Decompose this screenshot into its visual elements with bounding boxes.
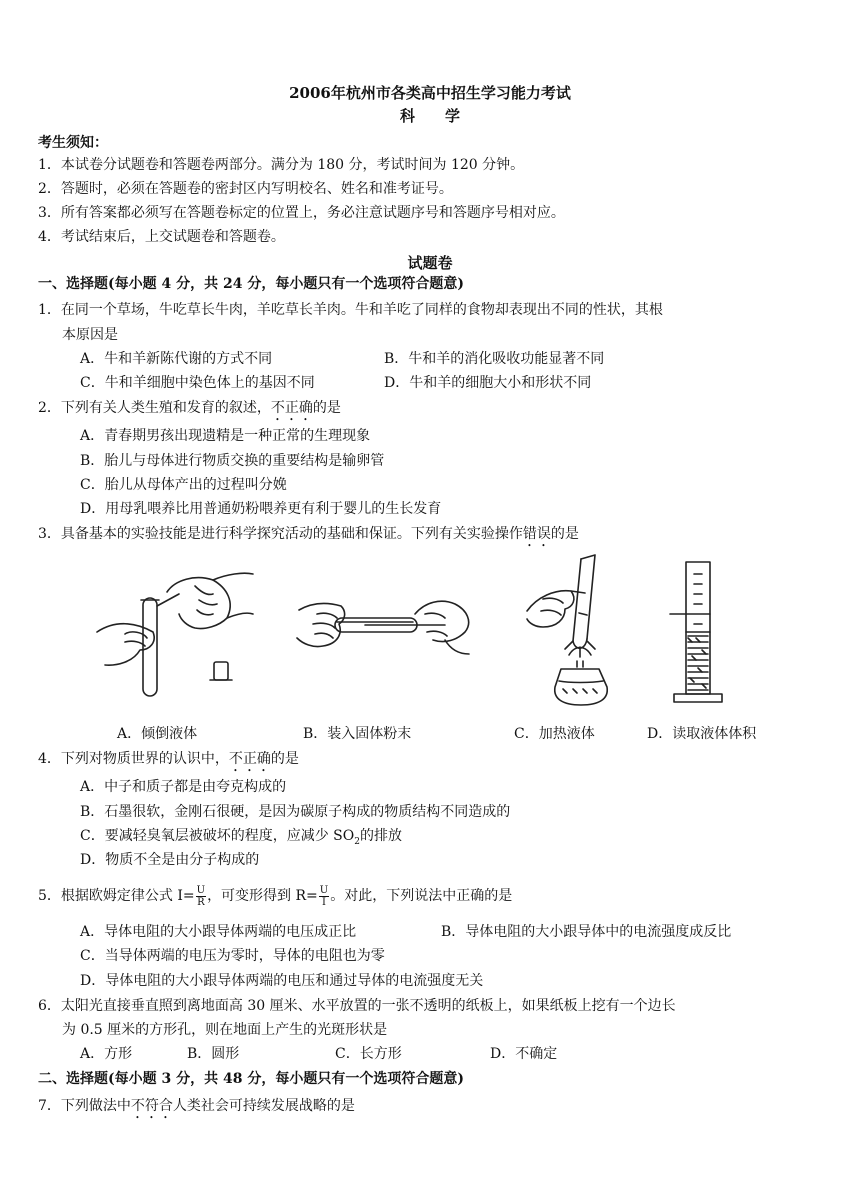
q2-stem: 2．下列有关人类生殖和发育的叙述，不正确的是: [38, 400, 341, 416]
notice-item: 2．答题时，必须在答题卷的密封区内写明校名、姓名和准考证号。: [38, 181, 453, 197]
fraction-u-over-i: $\frac{U}{I}$: [319, 884, 329, 908]
q1-stem: 1．在同一个草场，牛吃草长牛肉，羊吃草长羊肉。牛和羊吃了同样的食物却表现出不同的性状，其根: [38, 302, 663, 318]
exam-title: 2006年杭州市各类高中招生学习能力考试: [289, 84, 571, 102]
q3-option-c: C．加热液体: [514, 726, 595, 742]
figure-pouring-liquid: [95, 570, 255, 705]
q3-stem: 3．具备基本的实验技能是进行科学探究活动的基础和保证。下列有关实验操作错误的是: [38, 526, 579, 542]
paper-title: 试题卷: [407, 254, 453, 272]
q7-stem: 7．下列做法中不符合人类社会可持续发展战略的是: [38, 1098, 355, 1114]
q4-option-d: D．物质不全是由分子构成的: [80, 852, 260, 868]
notice-item: 1．本试卷分试题卷和答题卷两部分。满分为 180 分，考试时间为 120 分钟。: [38, 157, 525, 173]
figure-loading-powder: [295, 588, 475, 663]
q4-option-a: A．中子和质子都是由夸克构成的: [80, 779, 287, 795]
q6-option-c: C．长方形: [335, 1046, 402, 1062]
q6-stem-cont: 为 0.5 厘米的方形孔，则在地面上产生的光斑形状是: [62, 1022, 388, 1038]
q2-option-a: A．青春期男孩出现遗精是一种正常的生理现象: [80, 428, 371, 444]
q2-emphasis: 不正确: [270, 400, 313, 416]
q5-option-b: B．导体电阻的大小跟导体中的电流强度成反比: [441, 924, 732, 940]
figure-reading-volume: [668, 560, 723, 710]
q3-emphasis: 错误: [522, 526, 551, 542]
notice-heading: 考生须知：: [38, 135, 108, 151]
q3-option-b: B．装入固体粉末: [303, 726, 412, 742]
q1-option-b: B．牛和羊的消化吸收功能显著不同: [384, 351, 605, 367]
q1-option-d: D．牛和羊的细胞大小和形状不同: [384, 375, 592, 391]
q4-option-b: B．石墨很软，金刚石很硬，是因为碳原子构成的物质结构不同造成的: [80, 804, 511, 820]
q3-option-a: A．倾倒液体: [117, 726, 198, 742]
q1-stem-cont: 本原因是: [62, 327, 118, 343]
section2-heading: 二、选择题(每小题 3 分，共 48 分，每小题只有一个选项符合题意): [38, 1071, 464, 1087]
q4-emphasis: 不正确: [228, 751, 271, 767]
q5-stem: 5．根据欧姆定律公式 I= $\frac{U}{R}$ ，可变形得到 R= $\frac{U}{I}$ 。对此，下列说法中正确的是: [38, 884, 513, 908]
q5-option-a: A．导体电阻的大小跟导体两端的电压成正比: [80, 924, 357, 940]
q6-option-a: A．方形: [80, 1046, 133, 1062]
q2-option-c: C．胎儿从母体产出的过程叫分娩: [80, 477, 287, 493]
q3-option-d: D．读取液体体积: [647, 726, 757, 742]
q6-option-d: D．不确定: [490, 1046, 558, 1062]
q6-stem: 6．太阳光直接垂直照到离地面高 30 厘米、水平放置的一张不透明的纸板上，如果纸板上挖有一个边长: [38, 998, 676, 1014]
q2-option-b: B．胎儿与母体进行物质交换的重要结构是输卵管: [80, 453, 385, 469]
q1-option-c: C．牛和羊细胞中染色体上的基因不同: [80, 375, 315, 391]
q6-option-b: B．圆形: [187, 1046, 240, 1062]
q4-option-c: C．要减轻臭氧层被破坏的程度，应减少 $SO_2$的排放: [80, 828, 402, 847]
q2-option-d: D．用母乳喂养比用普通奶粉喂养更有利于婴儿的生长发育: [80, 501, 442, 517]
q7-emphasis: 不符合: [130, 1098, 173, 1114]
fraction-u-over-r: $\frac{U}{R}$: [196, 884, 206, 908]
notice-item: 4．考试结束后，上交试题卷和答题卷。: [38, 229, 285, 245]
q1-option-a: A．牛和羊新陈代谢的方式不同: [80, 351, 273, 367]
notice-item: 3．所有答案都必须写在答题卷标定的位置上，务必注意试题序号和答题序号相对应。: [38, 205, 565, 221]
figure-heating-liquid: [525, 553, 615, 713]
section1-heading: 一、选择题(每小题 4 分，共 24 分，每小题只有一个选项符合题意): [38, 276, 464, 292]
q5-option-c: C．当导体两端的电压为零时，导体的电阻也为零: [80, 948, 385, 964]
subject-title: 科 学: [399, 107, 460, 125]
q5-option-d: D．导体电阻的大小跟导体两端的电压和通过导体的电流强度无关: [80, 973, 484, 989]
q4-stem: 4．下列对物质世界的认识中，不正确的是: [38, 751, 299, 767]
